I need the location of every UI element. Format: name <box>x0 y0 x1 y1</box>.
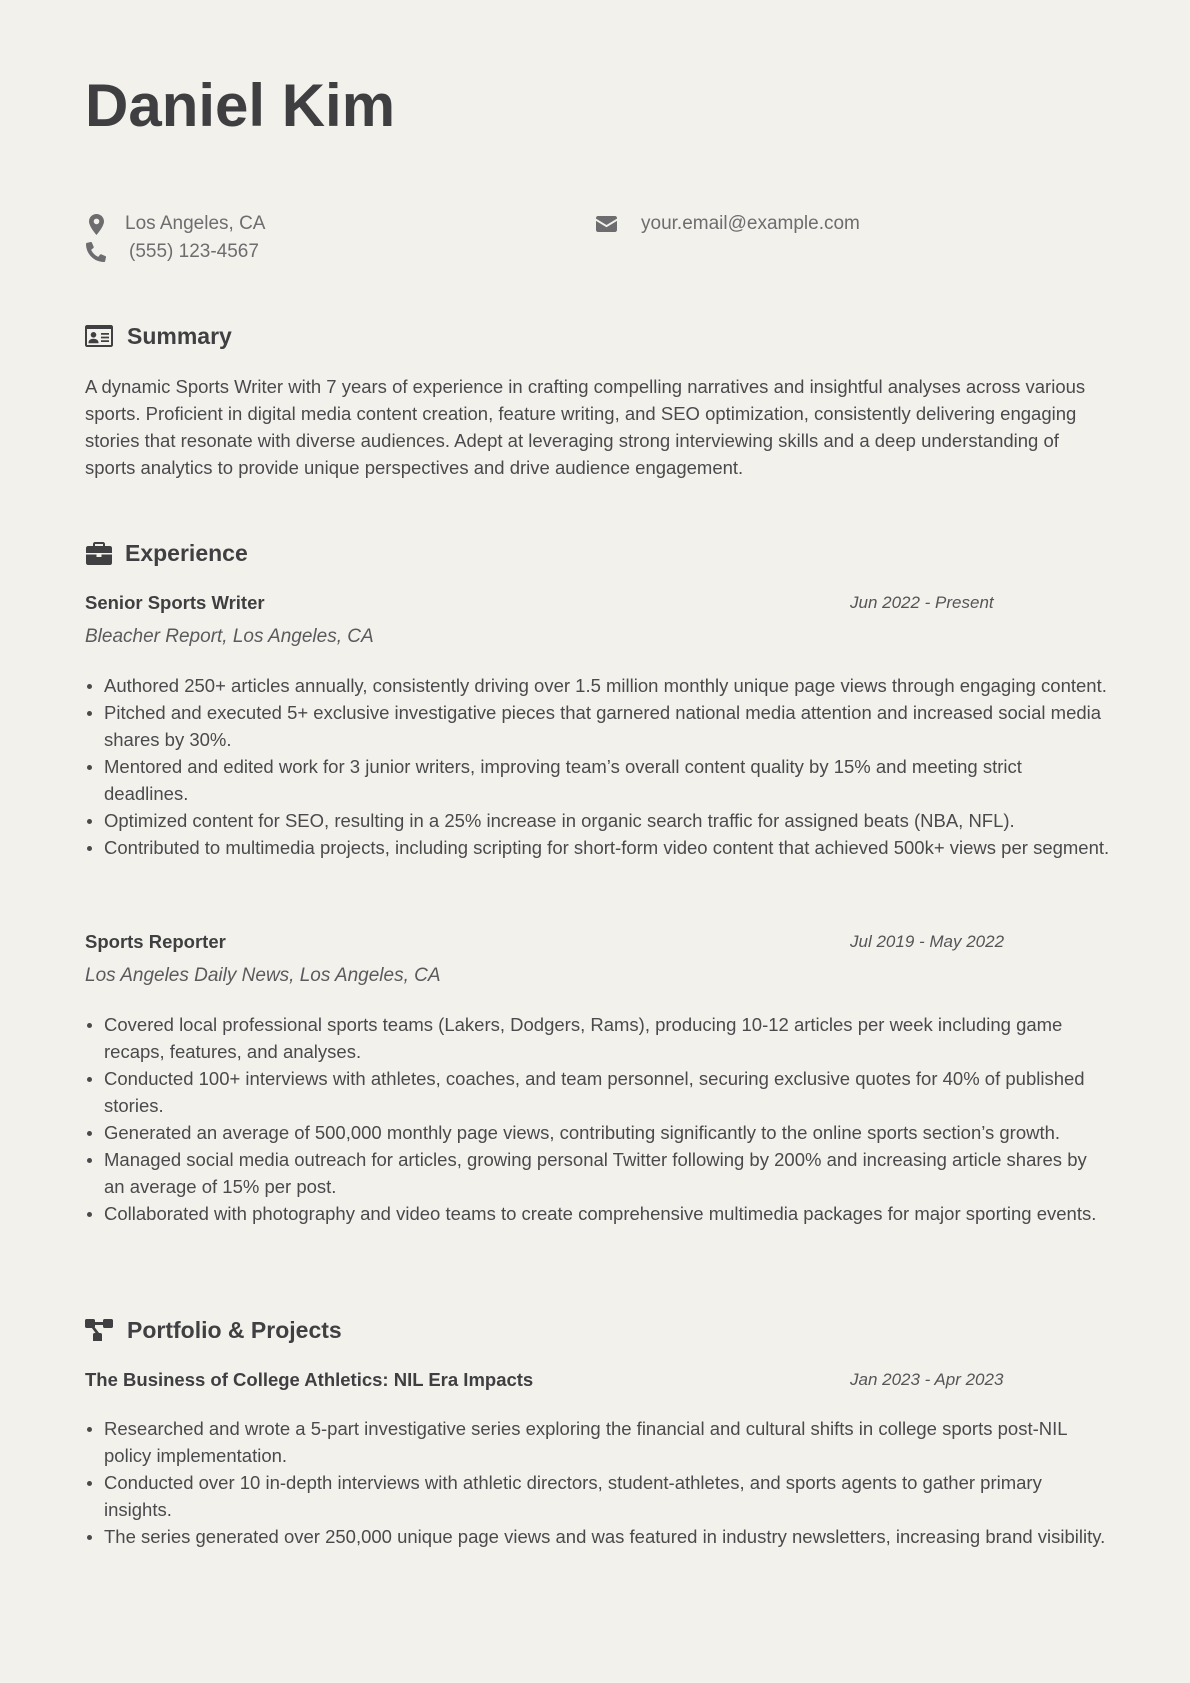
list-item: Conducted over 10 in-depth interviews with athletic directors, student-athletes, and sports agents to gather primary insights. <box>85 1469 1110 1523</box>
contact-phone <box>85 239 259 265</box>
id-card-icon <box>85 322 113 350</box>
list-item: Contributed to multimedia projects, including scripting for short-form video content that achieved 500k+ views per segment. <box>85 834 1110 861</box>
list-item: Conducted 100+ interviews with athletes, coaches, and team personnel, securing exclusive quotes for 40% of published stories. <box>85 1065 1110 1119</box>
job-bullets <box>85 1011 1110 1227</box>
list-item: Researched and wrote a 5-part investigative series exploring the financial and cultural shifts in college sports post-NIL policy implementation. <box>85 1415 1110 1469</box>
location-text: Los Angeles, CA <box>125 213 266 234</box>
contact-email <box>595 211 860 237</box>
experience-title: Experience <box>125 539 248 566</box>
email-link[interactable]: your.email@example.com <box>641 213 860 234</box>
list-item: Collaborated with photography and video teams to create comprehensive multimedia packages for major sporting events. <box>85 1200 1110 1227</box>
list-item: Managed social media outreach for articles, growing personal Twitter following by 200% and increasing article shares by an average of 15% per post. <box>85 1146 1110 1200</box>
job-date: Jul 2019 - May 2022 <box>850 932 1005 951</box>
summary-title: Summary <box>127 322 232 349</box>
list-item: The series generated over 250,000 unique page views and was featured in industry newsletters, increasing brand visibility. <box>85 1523 1110 1550</box>
list-item: Authored 250+ articles annually, consistently driving over 1.5 million monthly unique page views through engaging content. <box>85 672 1110 699</box>
candidate-name: Daniel Kim <box>85 72 396 139</box>
list-item: Covered local professional sports teams (Lakers, Dodgers, Rams), producing 10-12 articles per week including game recaps, features, and analyses. <box>85 1011 1110 1065</box>
phone-icon <box>85 240 107 264</box>
job-title: Senior Sports Writer <box>85 592 265 613</box>
summary-heading <box>85 320 232 352</box>
list-item: Generated an average of 500,000 monthly page views, contributing significantly to the online sports section’s growth. <box>85 1119 1110 1146</box>
job-company: Bleacher Report, Los Angeles, CA <box>85 626 374 647</box>
project-diagram-icon <box>85 1316 113 1344</box>
project-bullets <box>85 1415 1110 1550</box>
briefcase-icon <box>85 539 113 567</box>
project-date: Jan 2023 - Apr 2023 <box>850 1370 1004 1389</box>
job-date: Jun 2022 - Present <box>850 593 994 612</box>
phone-text: (555) 123-4567 <box>129 241 259 262</box>
map-marker-icon <box>85 212 107 236</box>
job-bullets <box>85 672 1110 861</box>
contact-location <box>85 211 265 237</box>
project-title: The Business of College Athletics: NIL Era Impacts <box>85 1369 534 1390</box>
portfolio-heading <box>85 1314 342 1346</box>
experience-heading <box>85 537 248 569</box>
list-item: Pitched and executed 5+ exclusive investigative pieces that garnered national media attention and increased social media shares by 30%. <box>85 699 1110 753</box>
envelope-icon <box>595 212 617 236</box>
job-company: Los Angeles Daily News, Los Angeles, CA <box>85 965 441 986</box>
portfolio-title: Portfolio & Projects <box>127 1316 342 1343</box>
list-item: Mentored and edited work for 3 junior writers, improving team’s overall content quality by 15% and meeting strict deadlines. <box>85 753 1110 807</box>
job-title: Sports Reporter <box>85 931 226 952</box>
list-item: Optimized content for SEO, resulting in a 25% increase in organic search traffic for assigned beats (NBA, NFL). <box>85 807 1110 834</box>
summary-text: A dynamic Sports Writer with 7 years of experience in crafting compelling narratives and insightful analyses across various sports. Proficient in digital media content creation, feature writing, and SEO optimization, consistently delivering engaging stories that resonate with diverse audiences. Adept at leveraging strong interviewing skills and a deep understanding of sports analytics to provide unique perspectives and drive audience engagement. <box>85 376 1086 478</box>
